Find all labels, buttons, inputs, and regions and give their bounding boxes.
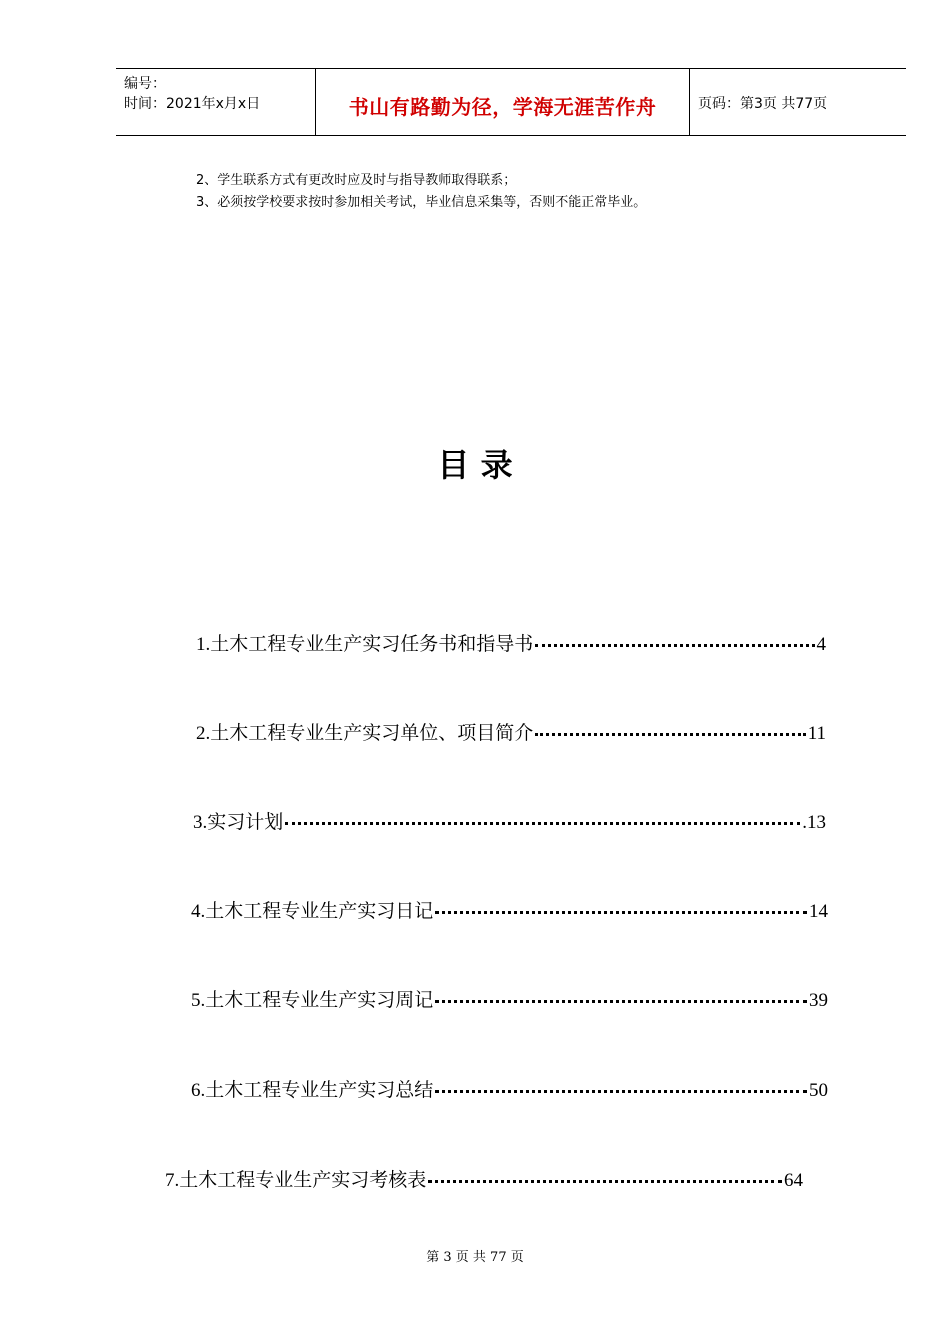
header-motto-cell (316, 69, 690, 135)
toc-entry-page: .13 (802, 812, 826, 833)
toc-entry-page: 4 (816, 634, 826, 655)
toc-entry-number: 3. (193, 812, 208, 833)
toc-entry-number: 7. (165, 1170, 180, 1191)
header-motto: 书山有路勤为径，学海无涯苦作舟 (348, 95, 657, 119)
page-footer: 第 3 页 共 77 页 (426, 1250, 524, 1265)
toc-entry-text: 土木工程专业生产实习考核表 (179, 1169, 427, 1191)
toc-leader-dots (535, 733, 805, 736)
toc-entry[interactable] (191, 893, 828, 923)
toc-title: 目 录 (437, 446, 513, 484)
toc-leader-dots (435, 911, 807, 914)
notes-block (196, 170, 646, 214)
toc-entry[interactable] (196, 715, 826, 745)
page-header (116, 68, 906, 136)
toc-entry-text: 土木工程专业生产实习日记 (205, 900, 434, 922)
toc-entry[interactable] (193, 804, 826, 834)
toc-leader-dots (428, 1180, 782, 1183)
toc-entry[interactable] (191, 1072, 828, 1102)
header-page-label: 页码：第3页 共77页 (698, 96, 828, 112)
toc-entry-text: 实习计划 (207, 811, 284, 833)
toc-entry-text: 土木工程专业生产实习周记 (205, 989, 434, 1011)
toc-entry-number: 6. (191, 1080, 206, 1101)
toc-leader-dots (285, 822, 800, 825)
toc-entry-text: 土木工程专业生产实习总结 (205, 1079, 434, 1101)
toc-entry[interactable] (191, 982, 828, 1012)
toc-leader-dots (435, 1000, 807, 1003)
header-meta-cell (116, 69, 316, 135)
note-item: 3、必须按学校要求按时参加相关考试，毕业信息采集等，否则不能正常毕业。 (196, 195, 647, 210)
toc-leader-dots (535, 644, 814, 647)
toc-entry-number: 5. (191, 990, 206, 1011)
toc-entry-page: 11 (807, 723, 826, 744)
toc-entry-page: 14 (809, 901, 828, 922)
toc-entry-number: 4. (191, 901, 206, 922)
note-item: 2、学生联系方式有更改时应及时与指导教师取得联系； (196, 173, 517, 188)
toc-entry[interactable] (165, 1162, 803, 1192)
header-page-cell (690, 69, 906, 135)
document-number-label: 编号： (124, 76, 166, 92)
toc-entry-text: 土木工程专业生产实习任务书和指导书 (210, 633, 534, 655)
toc-entry-page: 39 (809, 990, 828, 1011)
toc-entry-page: 50 (809, 1080, 828, 1101)
toc-entry-number: 2. (196, 723, 211, 744)
toc-entry-number: 1. (196, 634, 211, 655)
toc-leader-dots (435, 1090, 807, 1093)
document-time-label: 时间：2021年x月x日 (124, 96, 261, 112)
toc-entry-text: 土木工程专业生产实习单位、项目简介 (210, 722, 534, 744)
toc-entry[interactable] (196, 626, 826, 656)
toc-entry-page: 64 (784, 1170, 803, 1191)
